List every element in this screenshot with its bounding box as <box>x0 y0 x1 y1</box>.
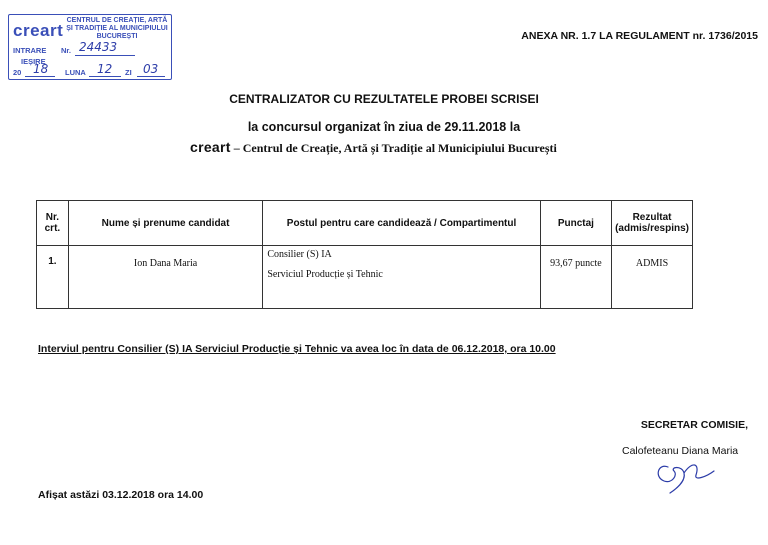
stamp-nr-line <box>75 55 135 56</box>
stamp-logo: creart <box>13 21 64 40</box>
header-post: Postul pentru care candidează / Compartimentul <box>263 201 540 246</box>
cell-post-dept: Serviciul Producție și Tehnic <box>267 269 383 280</box>
stamp-institution: CENTRUL DE CREAȚIE, ARTĂ ȘI TRADIȚIE AL MUNICIPIULUI BUCUREȘTI <box>66 17 168 40</box>
stamp-year-value: 18 <box>33 62 49 76</box>
stamp-zi-value: 03 <box>143 62 159 76</box>
header-score: Punctaj <box>540 201 611 246</box>
institution-name: – Centrul de Creație, Artă și Tradiție al Municipiului București <box>230 141 557 155</box>
header-nr: Nr. crt. <box>37 201 69 246</box>
secretary-title: SECRETAR COMISIE, <box>640 419 748 431</box>
interview-notice: Interviul pentru Consilier (S) IA Serviciul Producție și Tehnic va avea loc în data de 06.12.2018, ora 10.00 <box>38 343 556 355</box>
institution-brand: creart <box>190 139 231 155</box>
document-title: CENTRALIZATOR CU REZULTATELE PROBEI SCRISEI <box>229 92 539 106</box>
contest-date-line: la concursul organizat în ziua de 29.11.2018 la <box>247 120 521 134</box>
signature-icon <box>648 455 718 495</box>
cell-post <box>263 246 540 309</box>
posted-date: Afișat astăzi 03.12.2018 ora 14.00 <box>38 489 204 501</box>
stamp-nr-label: Nr. <box>61 46 72 55</box>
stamp-iesire-label: IEȘIRE <box>21 57 46 66</box>
cell-nr: 1. <box>37 246 69 309</box>
stamp-nr-value: 24433 <box>79 40 118 54</box>
cell-result: ADMIS <box>612 246 693 309</box>
table-row <box>37 246 693 309</box>
stamp-zi-label: ZI <box>125 68 132 77</box>
cell-post-title: Consilier (S) IA <box>267 249 332 260</box>
table-header-row <box>37 201 693 246</box>
institution-line <box>190 139 557 156</box>
header-name: Nume și prenume candidat <box>68 201 263 246</box>
stamp-year-prefix: 20 <box>13 68 22 77</box>
header-result: Rezultat (admis/respins) <box>612 201 693 246</box>
stamp-zi-line <box>137 76 165 77</box>
stamp-year-line <box>25 76 55 77</box>
stamp-intrare-label: INTRARE <box>13 46 47 55</box>
cell-name: Ion Dana Maria <box>68 246 263 309</box>
results-table <box>36 200 693 309</box>
stamp-luna-line <box>89 76 121 77</box>
secretary-name: Calofeteanu Diana Maria <box>622 445 739 457</box>
stamp-luna-value: 12 <box>97 62 113 76</box>
registration-stamp <box>8 14 172 80</box>
cell-score: 93,67 puncte <box>540 246 611 309</box>
annex-reference: ANEXA NR. 1.7 LA REGULAMENT nr. 1736/2015 <box>521 30 758 42</box>
stamp-luna-label: LUNA <box>65 68 86 77</box>
